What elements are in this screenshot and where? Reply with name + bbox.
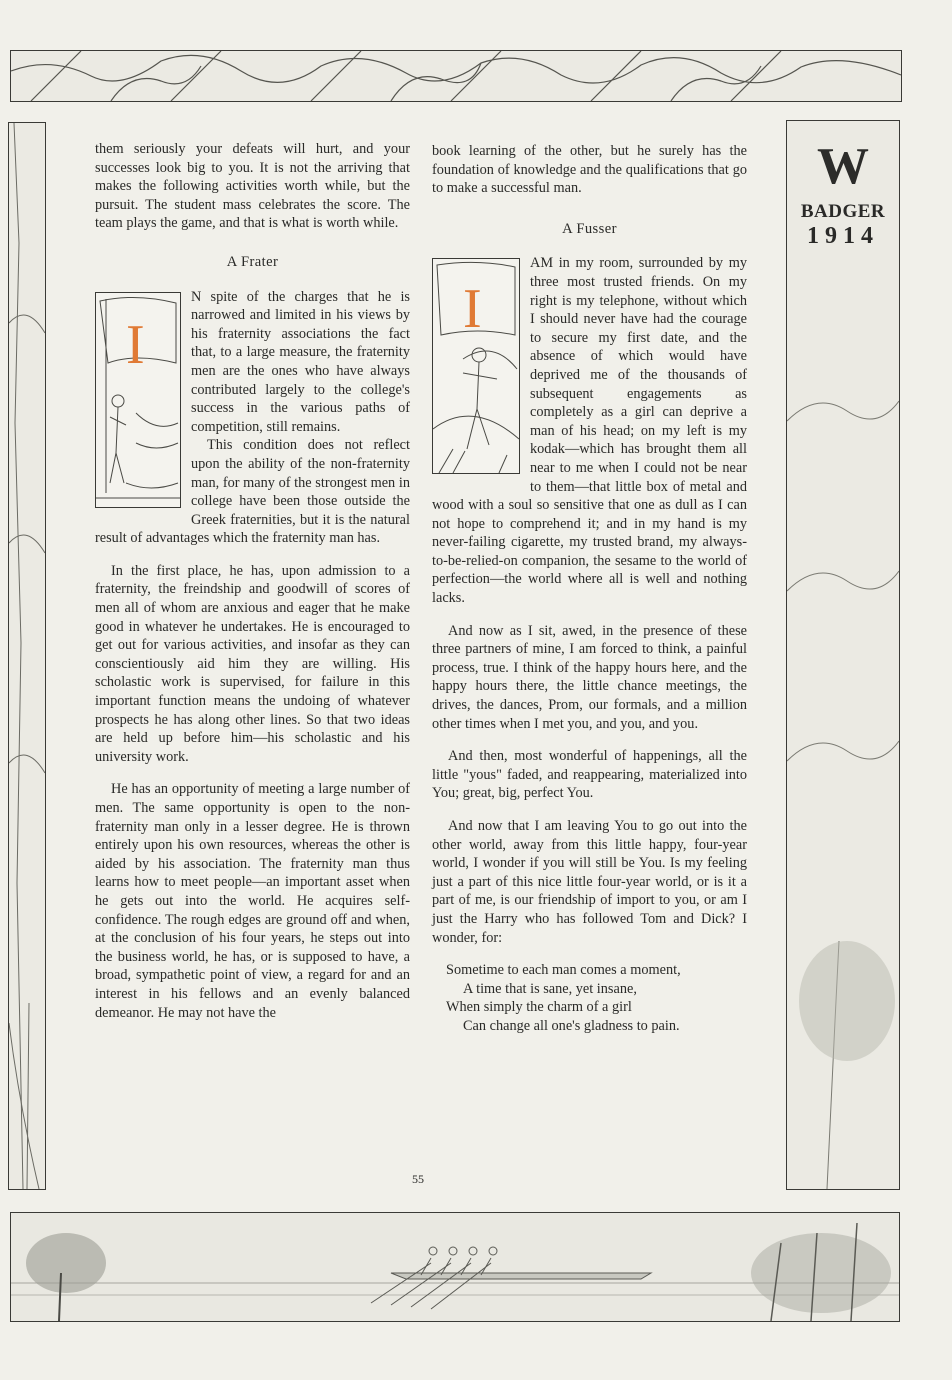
frater-paragraph-4: He has an opportunity of meeting a large number of men. The same opportunity is open to the non-fraternity man only in a lesser degree. He is thrown entirely upon his own resources, whereas the other is aided by his association. The fraternity man thus learns how to meet people—an important asset when he gets out into the world. He acquires self-confidence. The rough edges are ground off and when, at the conclusion of his four years, he steps out into the business world, he has, or is supposed to have, a broad, sympathetic point of view, a regard for and an interest in his fellows and an evenly balanced demeanor. He may not have the <box>95 781 410 1021</box>
top-decorative-border <box>10 50 902 102</box>
tree-landscape-illustration <box>787 121 899 1189</box>
fusser-paragraph-3: And then, most wonderful of happenings, all the little "yous" faded, and reappearing, materialized into You; great, big, perfect You. <box>432 748 747 802</box>
poem-line: Can change all one's gladness to pain. <box>463 1017 680 1034</box>
frater-paragraph-3: In the first place, he has, upon admission to a fraternity, the freindship and goodwill of scores of men all of whom are anxious and eager that he make good in whatever he undertakes. He is encouraged to get out for various activities, and insofar as they can conscientiously aid him they are willing. His scholastic work is supervised, for failure in this important function means the undoing of whatever prospects he has along other lines. So that two ideas are held up before him—his scholastic and his university work. <box>95 562 410 765</box>
fusser-paragraph-2: And now as I sit, awed, in the presence of these three partners of mine, I am forced to think, a painful process, true. I think of the happy hours here, and the happy hours there, the little chance meetings, the drives, the dances, Prom, our formals, and a million other times when I met you, and you, and you. <box>432 622 747 732</box>
frater-heading: A Frater <box>226 253 279 270</box>
left-decorative-border <box>8 122 46 1190</box>
frater-paragraph-1: N spite of the charges that he is narrowed and limited in his views by his fraternity associations the fact that, to a large measure, the fraternity men are the ones who have always contributed largely to the college's success in the various paths of competition, still remains. <box>191 288 410 435</box>
right-decorative-border <box>786 120 900 1190</box>
poem-line: A time that is sane, yet insane, <box>463 980 637 997</box>
poem-line: When simply the charm of a girl <box>446 999 632 1016</box>
poem-line: Sometime to each man comes a moment, <box>446 962 681 979</box>
fusser-paragraph-4: And now that I am leaving You to go out into the other world, away from this little happy, four-year world, I wonder if you will still be You. Is my feeling just a part of this nice little four-year world, or is it a part of me, is our friendship of import to you, or am I just the Harry who has followed Tom and Dick? I wonder, for: <box>432 818 747 946</box>
frater-initial-illustration <box>95 292 181 508</box>
right-intro-paragraph: book learning of the other, but he surely has the foundation of knowledge and the qualifications that go to make a successful man. <box>432 143 747 197</box>
bottom-decorative-border <box>10 1212 900 1322</box>
left-intro-paragraph: them seriously your defeats will hurt, and your successes look big to you. It is not the arriving that makes the following activities worth while, but the pursuit. The student mass celebrates the score. The team plays the game, and that is what is worth while. <box>95 141 410 232</box>
frater-paragraph-2: This condition does not reflect upon the ability of the non-fraternity man, for many of the strongest men in college have been those outside the Greek fraternities, but it is the natural result of advantages which the fraternity man has. <box>95 437 410 547</box>
poem-stanza <box>432 961 747 1035</box>
frater-drop-cap: I <box>126 313 145 376</box>
cloud-ornament-illustration <box>11 51 901 101</box>
tree-border-illustration <box>9 123 45 1189</box>
fusser-paragraph-1: AM in my room, surrounded by my three most trusted friends. On my right is my telephone, without which I should never have had the courage to secure my first date, and the absence of which would have deprived me of the thousands of subsequent engagements as completely as a girl can deprive a man of his head; on my left is my kodak—which has brought them all near to me when I could not be near to them—that little box of metal and wood with a soul so sensitive that one as dull as I can not hope to comprehend it; and in my hand is my never-failing cigarette, my trusted brand, my always-to-be-relied-on companion, the sesame to the world of perfection—the world where all is well and nothing lacks. <box>432 255 747 607</box>
badge-year: 1914 <box>807 223 879 249</box>
badge-letter: W <box>817 138 869 195</box>
fusser-initial-illustration <box>432 258 520 474</box>
right-column <box>432 142 747 1036</box>
rowing-crew-illustration <box>11 1213 899 1321</box>
fusser-drop-cap: I <box>463 278 482 341</box>
badge-name: BADGER <box>800 201 886 222</box>
page-number: 55 <box>412 1172 424 1186</box>
fusser-heading: A Fusser <box>562 220 617 237</box>
left-column <box>95 140 410 1022</box>
